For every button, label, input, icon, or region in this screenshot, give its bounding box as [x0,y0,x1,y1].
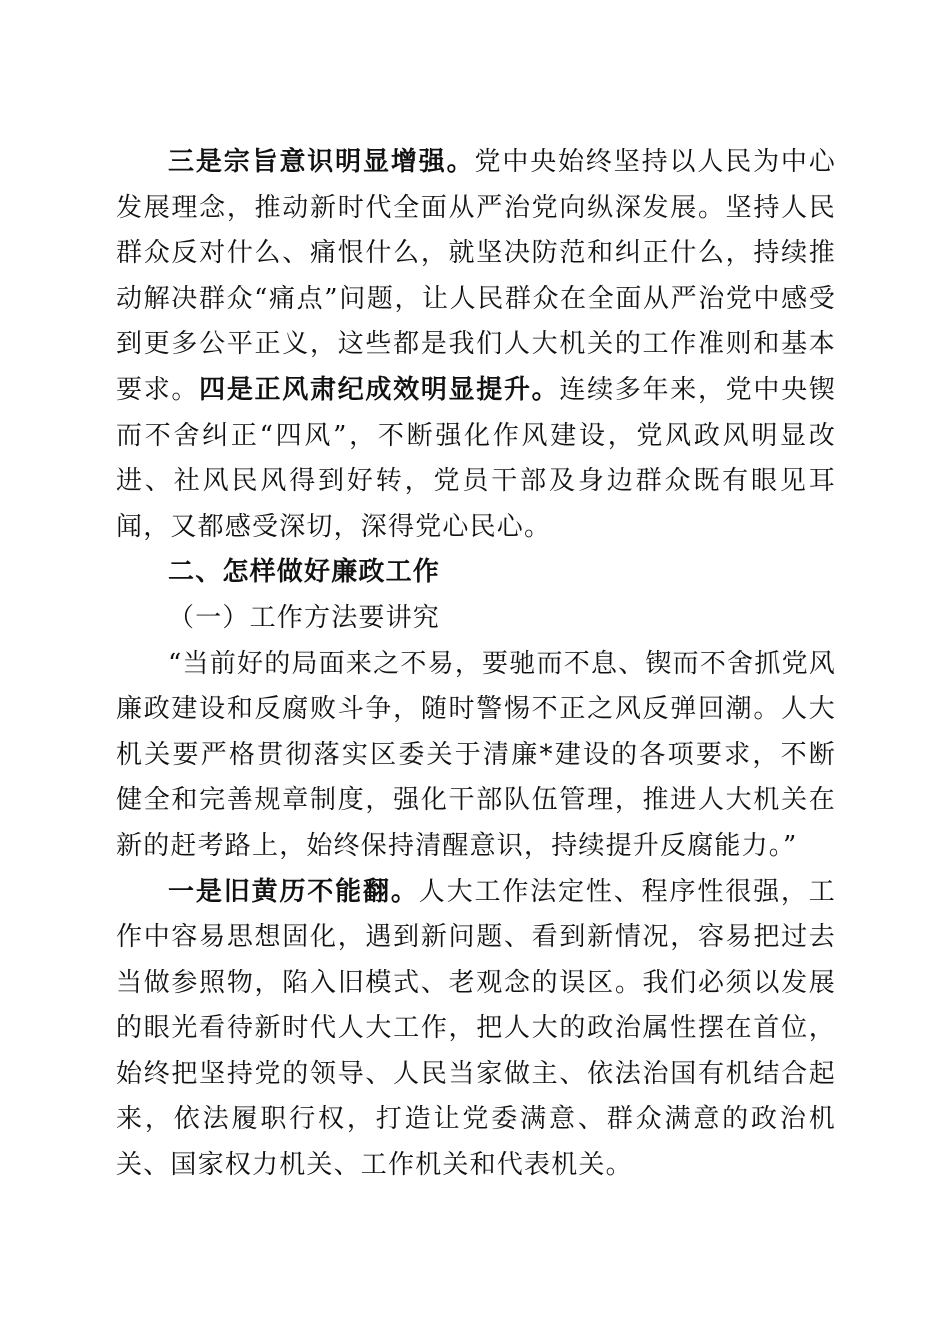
paragraph-lead-one: 一是旧黄历不能翻。 [168,876,419,907]
quote-paragraph: “当前好的局面来之不易，要驰而不息、锲而不舍抓党风廉政建设和反腐败斗争，随时警惕不正之风反弹回潮。人大机关要严格贯彻落实区委关于清廉*建设的各项要求，不断健全和完善规章制度，强化干部队伍管理，推进人大机关在新的赶考路上，始终保持清醒意识，持续提升反腐能力。” [116,648,836,861]
subsection-heading: （一）工作方法要讲究 [168,602,441,633]
document-body [116,140,836,1189]
section-heading: 二、怎样做好廉政工作 [168,557,441,588]
paragraph-lead-four: 四是正风肃纪成效明显提升。 [199,374,560,405]
paragraph-text: 党中央始终坚持以人民为中心发展理念，推动新时代全面从严治党向纵深发展。坚持人民群众反对什么、痛恨什么，就坚决防范和纠正什么，持续推动解决群众“痛点”问题，让人民群众在全面从严治党中感受到更多公平正义，这些都是我们人大机关的工作准则和基本要求。 [116,147,836,405]
paragraph-old-almanac [116,870,836,1189]
paragraph-text: 连续多年来，党中央锲而不舍纠正“四风”，不断强化作风建设，党风政风明显改进、社风民风得到好转，党员干部及身边群众既有眼见耳闻，又都感受深切，深得党心民心。 [116,374,836,542]
paragraph-lead-three: 三是宗旨意识明显增强。 [168,147,475,177]
paragraph-text: 人大工作法定性、程序性很强，工作中容易思想固化，遇到新问题、看到新情况，容易把过去当做参照物，陷入旧模式、老观念的误区。我们必须以发展的眼光看待新时代人大工作，把人大的政治属性摆在首位，始终把坚持党的领导、人民当家做主、依法治国有机结合起来，依法履职行权，打造让党委满意、群众满意的政治机关、国家权力机关、工作机关和代表机关。 [116,876,836,1181]
paragraph-purpose-and-discipline [116,140,836,550]
